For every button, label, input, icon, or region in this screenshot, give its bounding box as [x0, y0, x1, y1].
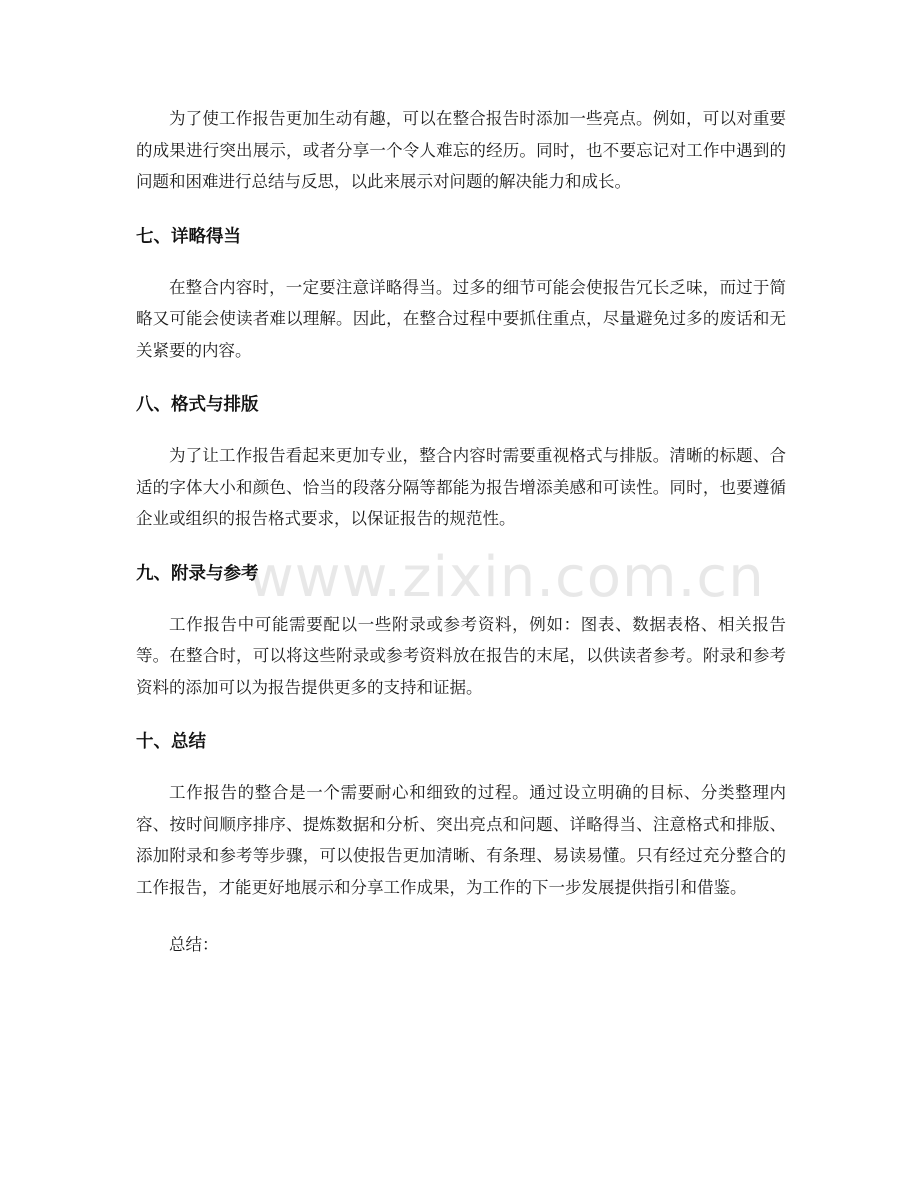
- section-heading-8: 八、格式与排版: [136, 395, 259, 415]
- section-body-9: 工作报告中可能需要配以一些附录或参考资料，例如：图表、数据表格、相关报告等。在整合时，可以将这些附录或参考资料放在报告的末尾，以供读者参考。附录和参考资料的添加可以为报告提供更多的支持和证据。: [136, 614, 786, 697]
- section-body-8: 为了让工作报告看起来更加专业，整合内容时需要重视格式与排版。清晰的标题、合适的字体大小和颜色、恰当的段落分隔等都能为报告增添美感和可读性。同时，也要遵循企业或组织的报告格式要求，以保证报告的规范性。: [136, 446, 786, 528]
- document-body: [136, 103, 786, 961]
- section-heading-7: 七、详略得当: [136, 226, 241, 247]
- closing-label: 总结：: [169, 935, 219, 954]
- section-heading-10: 十、总结: [136, 732, 206, 752]
- section-heading-9: 九、附录与参考: [136, 563, 259, 584]
- intro-paragraph: 为了使工作报告更加生动有趣，可以在整合报告时添加一些亮点。例如，可以对重要的成果进行突出展示，或者分享一个令人难忘的经历。同时，也不要忘记对工作中遇到的问题和困难进行总结与反思，以此来展示对问题的解决能力和成长。: [136, 109, 786, 191]
- watermark-text: www.zixin.com.cn: [248, 545, 765, 610]
- section-body-7: 在整合内容时，一定要注意详略得当。过多的细节可能会使报告冗长乏味，而过于简略又可能会使读者难以理解。因此，在整合过程中要抓住重点，尽量避免过多的废话和无关紧要的内容。: [136, 277, 786, 360]
- section-body-10: 工作报告的整合是一个需要耐心和细致的过程。通过设立明确的目标、分类整理内容、按时间顺序排序、提炼数据和分析、突出亮点和问题、详略得当、注意格式和排版、添加附录和参考等步骤，可以使报告更加清晰、有条理、易读易懂。只有经过充分整合的工作报告，才能更好地展示和分享工作成果，为工作的下一步发展提供指引和借鉴。: [136, 783, 786, 897]
